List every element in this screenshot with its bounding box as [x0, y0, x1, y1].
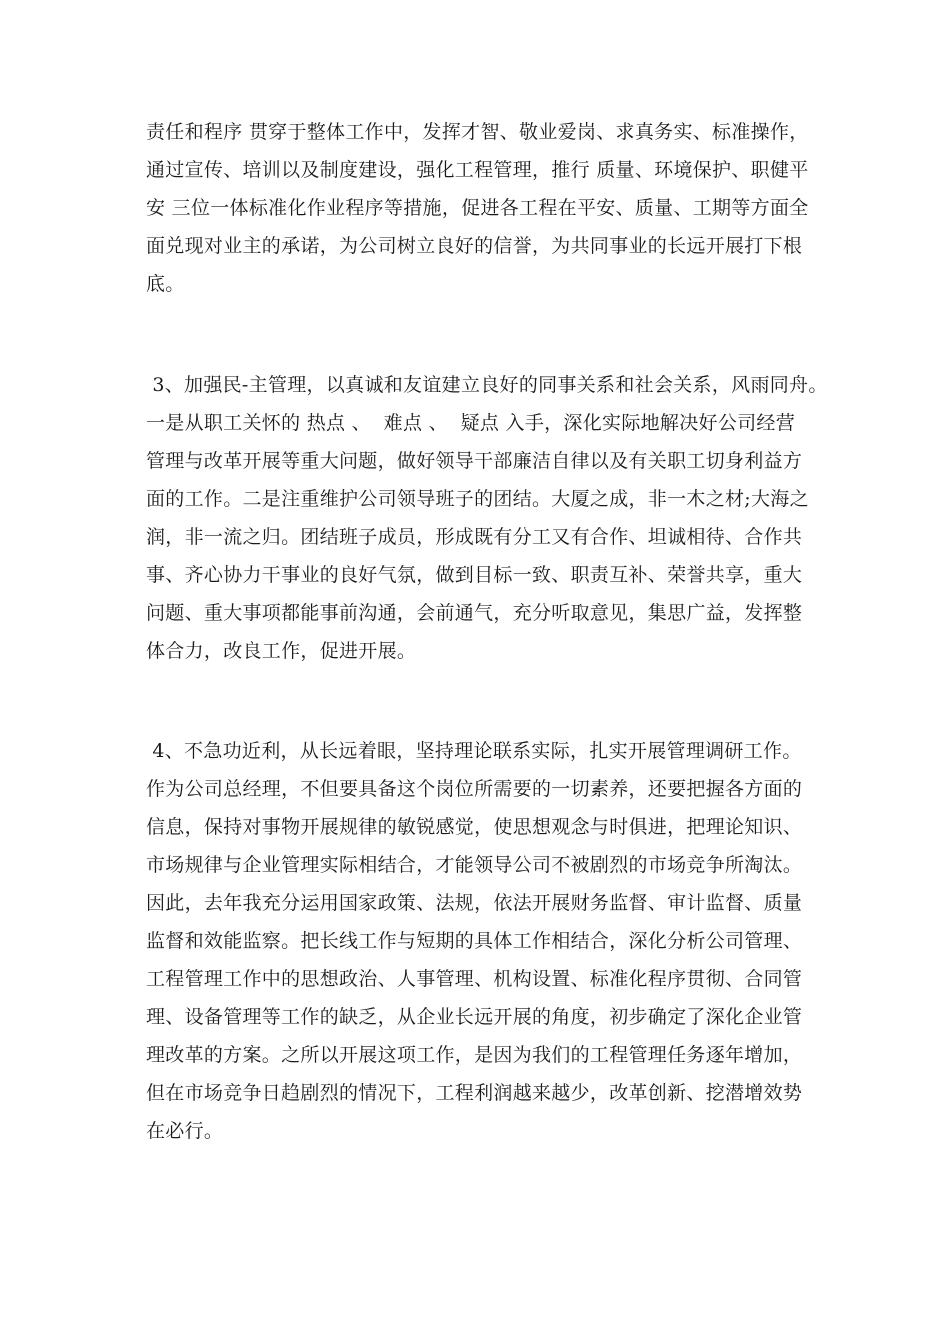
text-line: 工程管理工作中的思想政治、人事管理、机构设置、标准化程序贯彻、合同管 [146, 968, 803, 990]
text-line: 安 三位一体标准化作业程序等措施，促进各工程在平安、质量、工期等方面全 [146, 197, 809, 219]
text-line: 但在市场竞争日趋剧烈的情况下，工程利润越来越少，改革创新、挖潜增效势 [146, 1082, 803, 1104]
text-line: 面兑现对业主的承诺，为公司树立良好的信誉，为共同事业的长远开展打下根 [146, 235, 803, 257]
text-line: 在必行。 [146, 1120, 224, 1142]
text-line: 责任和程序 贯穿于整体工作中，发挥才智、敬业爱岗、求真务实、标准操作， [146, 121, 809, 143]
paragraph-responsibility [146, 113, 826, 303]
text-line: 3、加强民-主管理，以真诚和友谊建立良好的同事关系和社会关系，风雨同舟。 [146, 374, 828, 396]
text-line: 问题、重大事项都能事前沟通，会前通气，充分听取意见，集思广益，发挥整 [146, 602, 803, 624]
text-line: 一是从职工关怀的 热点 、 难点 、 疑点 入手，深化实际地解决好公司经营 [146, 412, 796, 434]
text-line: 信息，保持对事物开展规律的敏锐感觉，使思想观念与时俱进，把理论知识、 [146, 816, 803, 838]
text-line: 底。 [146, 273, 185, 295]
text-line: 事、齐心协力干事业的良好气氛，做到目标一致、职责互补、荣誉共享，重大 [146, 564, 803, 586]
text-line: 通过宣传、培训以及制度建设，强化工程管理，推行 质量、环境保护、职健平 [146, 159, 809, 181]
text-line: 润，非一流之归。团结班子成员，形成既有分工又有合作、坦诚相待、合作共 [146, 526, 803, 548]
text-line: 市场规律与企业管理实际相结合，才能领导公司不被剧烈的市场竞争所淘汰。 [146, 854, 803, 876]
text-line: 监督和效能监察。把长线工作与短期的具体工作相结合，深化分析公司管理、 [146, 930, 803, 952]
text-line: 作为公司总经理，不但要具备这个岗位所需要的一切素养，还要把握各方面的 [146, 778, 803, 800]
text-line: 理改革的方案。之所以开展这项工作，是因为我们的工程管理任务逐年增加， [146, 1044, 803, 1066]
text-line: 因此，去年我充分运用国家政策、法规，依法开展财务监督、审计监督、质量 [146, 892, 803, 914]
text-line: 面的工作。二是注重维护公司领导班子的团结。大厦之成，非一木之材;大海之 [146, 488, 809, 510]
paragraph-long-term-research [146, 732, 826, 1150]
text-line: 管理与改革开展等重大问题，做好领导干部廉洁自律以及有关职工切身利益方 [146, 450, 803, 472]
text-line: 理、设备管理等工作的缺乏，从企业长远开展的角度，初步确定了深化企业管 [146, 1006, 803, 1028]
text-line: 4、不急功近利，从长远着眼，坚持理论联系实际，扎实开展管理调研工作。 [146, 740, 802, 762]
text-line: 体合力，改良工作，促进开展。 [146, 640, 417, 662]
paragraph-democratic-management [146, 366, 826, 670]
